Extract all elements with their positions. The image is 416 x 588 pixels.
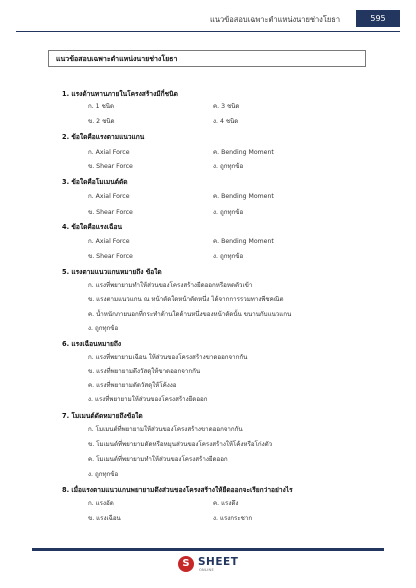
question-2: 2. ข้อใดคือแรงตามแนวแกน: [62, 133, 145, 141]
q6-option-a: ก. แรงที่พยายามเฉือน ให้ส่วนของโครงสร้างขาดออกจากกัน: [88, 354, 248, 361]
q8-option-c: ค. แรงดึง: [213, 500, 239, 507]
q8-option-a: ก. แรงอัด: [88, 500, 114, 507]
logo-text: SHEET: [198, 556, 239, 568]
q4-option-c: ค. Bending Moment: [213, 238, 274, 245]
logo-subtext: ONLINE: [199, 568, 214, 572]
q2-option-a: ก. Axial Force: [88, 149, 130, 156]
q2-option-b: ข. Shear Force: [88, 163, 133, 170]
q7-option-c: ค. โมเมนต์ที่พยายามทำให้ส่วนของโครงสร้างยืดออก: [88, 456, 228, 463]
q7-option-d: ง. ถูกทุกข้อ: [88, 471, 119, 478]
q7-option-a: ก. โมเมนต์ที่พยายามให้ส่วนของโครงสร้างขาดออกจากกัน: [88, 426, 243, 433]
q6-option-b: ข. แรงที่พยายามดึงวัสดุให้ขาดออกจากกัน: [88, 368, 201, 375]
question-6: 6. แรงเฉือนหมายถึง: [62, 340, 122, 348]
footer-divider: [32, 548, 384, 551]
q3-option-b: ข. Shear Force: [88, 209, 133, 216]
question-1: 1. แรงด้านทานภายในโครงสร้างมีกี่ชนิด: [62, 90, 178, 98]
q1-option-d: ง. 4 ชนิด: [213, 118, 239, 125]
q3-option-a: ก. Axial Force: [88, 193, 130, 200]
question-4: 4. ข้อใดคือแรงเฉือน: [62, 223, 122, 231]
question-7: 7. โมเมนต์ดัดหมายถึงข้อใด: [62, 412, 143, 420]
q5-option-d: ง. ถูกทุกข้อ: [88, 325, 119, 332]
q3-option-d: ง. ถูกทุกข้อ: [213, 209, 244, 216]
q8-option-b: ข. แรงเฉือน: [88, 515, 121, 522]
header-title: แนวข้อสอบเฉพาะตำแหน่งนายช่างโยธา: [210, 15, 341, 24]
question-8: 8. เมื่อแรงตามแนวแกนพยายามดึงส่วนของโครงสร้างให้ยืดออกจะเรียกว่าอย่างไร: [62, 486, 293, 494]
q4-option-a: ก. Axial Force: [88, 238, 130, 245]
page-number-badge: 595: [356, 10, 400, 27]
q5-option-a: ก. แรงที่พยายามทำให้ส่วนของโครงสร้างยืดออกหรือหดตัวเข้า: [88, 282, 253, 289]
header-divider: [16, 31, 400, 32]
q3-option-c: ค. Bending Moment: [213, 193, 274, 200]
question-5: 5. แรงตามแนวแกนหมายถึง ข้อใด: [62, 268, 162, 276]
q2-option-c: ค. Bending Moment: [213, 149, 274, 156]
q7-option-b: ข. โมเมนต์ที่พยายามดัดหรือหมุนส่วนของโครงสร้างให้โค้งหรือโก่งตัว: [88, 441, 273, 448]
q6-option-c: ค. แรงที่พยายามดัดวัสดุให้โค้งงอ: [88, 382, 177, 389]
section-title-box: [48, 50, 366, 67]
logo-mark-icon: [178, 556, 194, 572]
q1-option-c: ค. 3 ชนิด: [213, 103, 240, 110]
q4-option-b: ข. Shear Force: [88, 253, 133, 260]
logo-mark-letter: S: [182, 558, 190, 569]
q8-option-d: ง. แรงกระชาก: [213, 515, 253, 522]
q6-option-d: ง. แรงที่พยายามให้ส่วนของโครงสร้างยืดออก: [88, 396, 208, 403]
page-header: [0, 0, 416, 34]
question-3: 3. ข้อใดคือโมเมนต์ดัด: [62, 178, 128, 186]
q2-option-d: ง. ถูกทุกข้อ: [213, 163, 244, 170]
q5-option-c: ค. น้ำหนักภายนอกที่กระทำด้านใดด้านหนึ่งของหน้าตัดนั้น ขนานกับแนวแกน: [88, 311, 292, 318]
sheet-logo: [178, 555, 258, 575]
q1-option-b: ข. 2 ชนิด: [88, 118, 115, 125]
section-title: แนวข้อสอบเฉพาะตำแหน่งนายช่างโยธา: [56, 55, 178, 63]
q1-option-a: ก. 1 ชนิด: [88, 103, 115, 110]
q4-option-d: ง. ถูกทุกข้อ: [213, 253, 244, 260]
q5-option-b: ข. แรงตามแนวแกน ณ หน้าตัดใดหน้าตัดหนึ่ง ได้จากการรวมทางพีชคณิต: [88, 296, 284, 303]
